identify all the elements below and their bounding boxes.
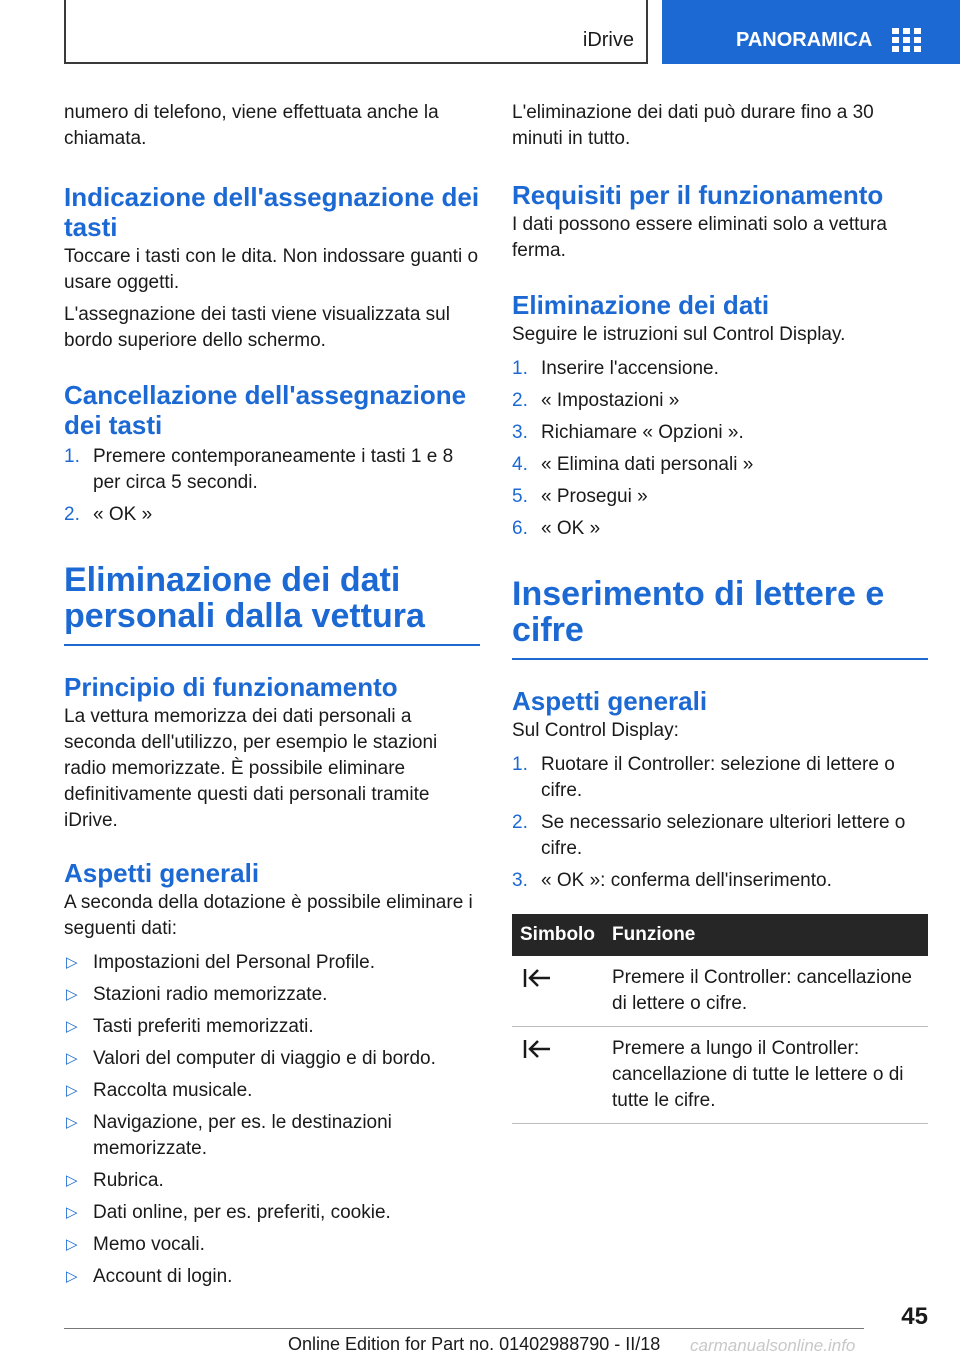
principle-text: La vettura memorizza dei dati personali a seconda dell'utilizzo, per esempio le stazioni radio memorizzate. È possibile eliminare definitivamente questi dati personali tramite iDrive. <box>64 706 438 831</box>
table-header-function: Funzione <box>604 914 928 956</box>
step-number: 3. <box>512 422 528 443</box>
item-text: Tasti preferiti memorizzati. <box>93 1016 314 1037</box>
bullet-triangle-icon: ▷ <box>66 1050 78 1067</box>
header-section-label: iDrive <box>582 29 634 51</box>
step-text: « Elimina dati personali » <box>541 454 754 475</box>
heading-general-left: Aspetti generali <box>64 858 260 888</box>
symbol-table <box>512 914 928 1124</box>
list-item <box>64 1168 480 1194</box>
step-number: 2. <box>512 812 528 833</box>
bullet-triangle-icon: ▷ <box>66 1172 78 1189</box>
step-number: 1. <box>64 446 80 467</box>
delete-data-text: Seguire le istruzioni sul Control Display. <box>512 324 846 345</box>
left-column <box>64 100 480 1290</box>
table-header-symbol: Simbolo <box>512 914 604 956</box>
item-text: Memo vocali. <box>93 1234 205 1255</box>
step-number: 2. <box>64 504 80 525</box>
intro-text: numero di telefono, viene effettuata anche la chiamata. <box>64 102 439 149</box>
list-item <box>512 516 928 542</box>
section-title-delete-data: Eliminazione dei dati personali dalla vettura <box>64 562 480 646</box>
list-item <box>64 1232 480 1258</box>
step-text: « Prosegui » <box>541 486 648 507</box>
item-text: Navigazione, per es. le destinazioni memorizzate. <box>93 1112 392 1159</box>
list-item <box>64 982 480 1008</box>
list-item <box>512 810 928 862</box>
list-item <box>64 1110 480 1162</box>
table-row <box>512 1027 928 1124</box>
general-text-right: Sul Control Display: <box>512 720 679 741</box>
step-text: « OK » <box>541 518 601 539</box>
heading-principle: Principio di funzionamento <box>64 672 398 702</box>
table-cell-function: Premere a lungo il Controller: cancellazione di tutte le lettere o di tutte le cifre. <box>604 1027 928 1124</box>
item-text: Stazioni radio memorizzate. <box>93 984 328 1005</box>
step-text: Richiamare « Opzioni ». <box>541 422 744 443</box>
step-number: 6. <box>512 518 528 539</box>
backspace-icon <box>522 1038 552 1060</box>
table-cell-symbol <box>512 1027 604 1124</box>
item-text: Raccolta musicale. <box>93 1080 253 1101</box>
heading-general-right: Aspetti generali <box>512 686 708 716</box>
backspace-icon <box>522 967 552 989</box>
delete-data-steps <box>512 356 928 542</box>
heading-key-display: Indicazione dell'assegnazione dei tasti <box>64 182 480 242</box>
bullet-triangle-icon: ▷ <box>66 1018 78 1035</box>
item-text: Dati online, per es. preferiti, cookie. <box>93 1202 391 1223</box>
bullet-triangle-icon: ▷ <box>66 1268 78 1285</box>
bullet-triangle-icon: ▷ <box>66 1204 78 1221</box>
bullet-triangle-icon: ▷ <box>66 986 78 1003</box>
item-text: Valori del computer di viaggio e di bordo. <box>93 1048 436 1069</box>
list-item <box>64 1200 480 1226</box>
list-item <box>512 420 928 446</box>
section-title-input: Inserimento di lettere e cifre <box>512 576 928 660</box>
bullet-triangle-icon: ▷ <box>66 1236 78 1253</box>
list-item <box>512 484 928 510</box>
heading-key-delete: Cancellazione dell'assegnazione dei tasti <box>64 380 467 440</box>
list-item <box>512 388 928 414</box>
list-item <box>64 1014 480 1040</box>
key-delete-steps <box>64 444 480 528</box>
list-item <box>512 752 928 804</box>
right-column <box>512 100 928 1124</box>
step-number: 1. <box>512 358 528 379</box>
bullet-triangle-icon: ▷ <box>66 1114 78 1131</box>
heading-delete-data: Eliminazione dei dati <box>512 290 770 320</box>
step-text: « OK » <box>93 504 153 525</box>
grid-icon[interactable] <box>892 28 922 52</box>
step-text: Premere contemporaneamente i tasti 1 e 8 per circa 5 secondi. <box>93 446 454 493</box>
general-text-left: A seconda della dotazione è possibile eliminare i seguenti dati: <box>64 892 473 939</box>
step-number: 4. <box>512 454 528 475</box>
table-cell-function: Premere il Controller: cancellazione di lettere o cifre. <box>604 956 928 1027</box>
table-cell-symbol <box>512 956 604 1027</box>
bullet-triangle-icon: ▷ <box>66 1082 78 1099</box>
list-item <box>64 1046 480 1072</box>
header-section-box <box>64 0 648 64</box>
step-number: 1. <box>512 754 528 775</box>
deletable-data-list <box>64 950 480 1290</box>
tab-panoramica-label: PANORAMICA <box>736 29 873 51</box>
item-text: Rubrica. <box>93 1170 164 1191</box>
step-text: « OK »: conferma dell'inserimento. <box>541 870 832 891</box>
step-text: Ruotare il Controller: selezione di lettere o cifre. <box>541 754 895 801</box>
list-item <box>64 502 480 528</box>
list-item <box>64 950 480 976</box>
intro-text-right: L'eliminazione dei dati può durare fino a 30 minuti in tutto. <box>512 102 874 149</box>
step-number: 5. <box>512 486 528 507</box>
item-text: Impostazioni del Personal Profile. <box>93 952 375 973</box>
table-header-row <box>512 914 928 956</box>
step-text: Se necessario selezionare ulteriori lettere o cifre. <box>541 812 906 859</box>
list-item <box>64 444 480 496</box>
list-item <box>64 1264 480 1290</box>
key-display-text-2: L'assegnazione dei tasti viene visualizzata sul bordo superiore dello schermo. <box>64 304 450 351</box>
step-number: 3. <box>512 870 528 891</box>
heading-requirements: Requisiti per il funzionamento <box>512 180 884 210</box>
footer-edition: Online Edition for Part no. 01402988790 - II/18 <box>288 1334 661 1354</box>
page-number: 45 <box>901 1303 928 1330</box>
input-steps <box>512 752 928 894</box>
step-text: « Impostazioni » <box>541 390 680 411</box>
step-number: 2. <box>512 390 528 411</box>
requirements-text: I dati possono essere eliminati solo a vettura ferma. <box>512 214 887 261</box>
list-item <box>512 868 928 894</box>
list-item <box>512 356 928 382</box>
list-item <box>512 452 928 478</box>
step-text: Inserire l'accensione. <box>541 358 719 379</box>
key-display-text-1: Toccare i tasti con le dita. Non indossare guanti o usare oggetti. <box>64 246 479 293</box>
bullet-triangle-icon: ▷ <box>66 954 78 971</box>
footer-divider <box>64 1328 864 1329</box>
watermark: carmanualsonline.info <box>690 1336 856 1355</box>
list-item <box>64 1078 480 1104</box>
item-text: Account di login. <box>93 1266 233 1287</box>
table-row <box>512 956 928 1027</box>
